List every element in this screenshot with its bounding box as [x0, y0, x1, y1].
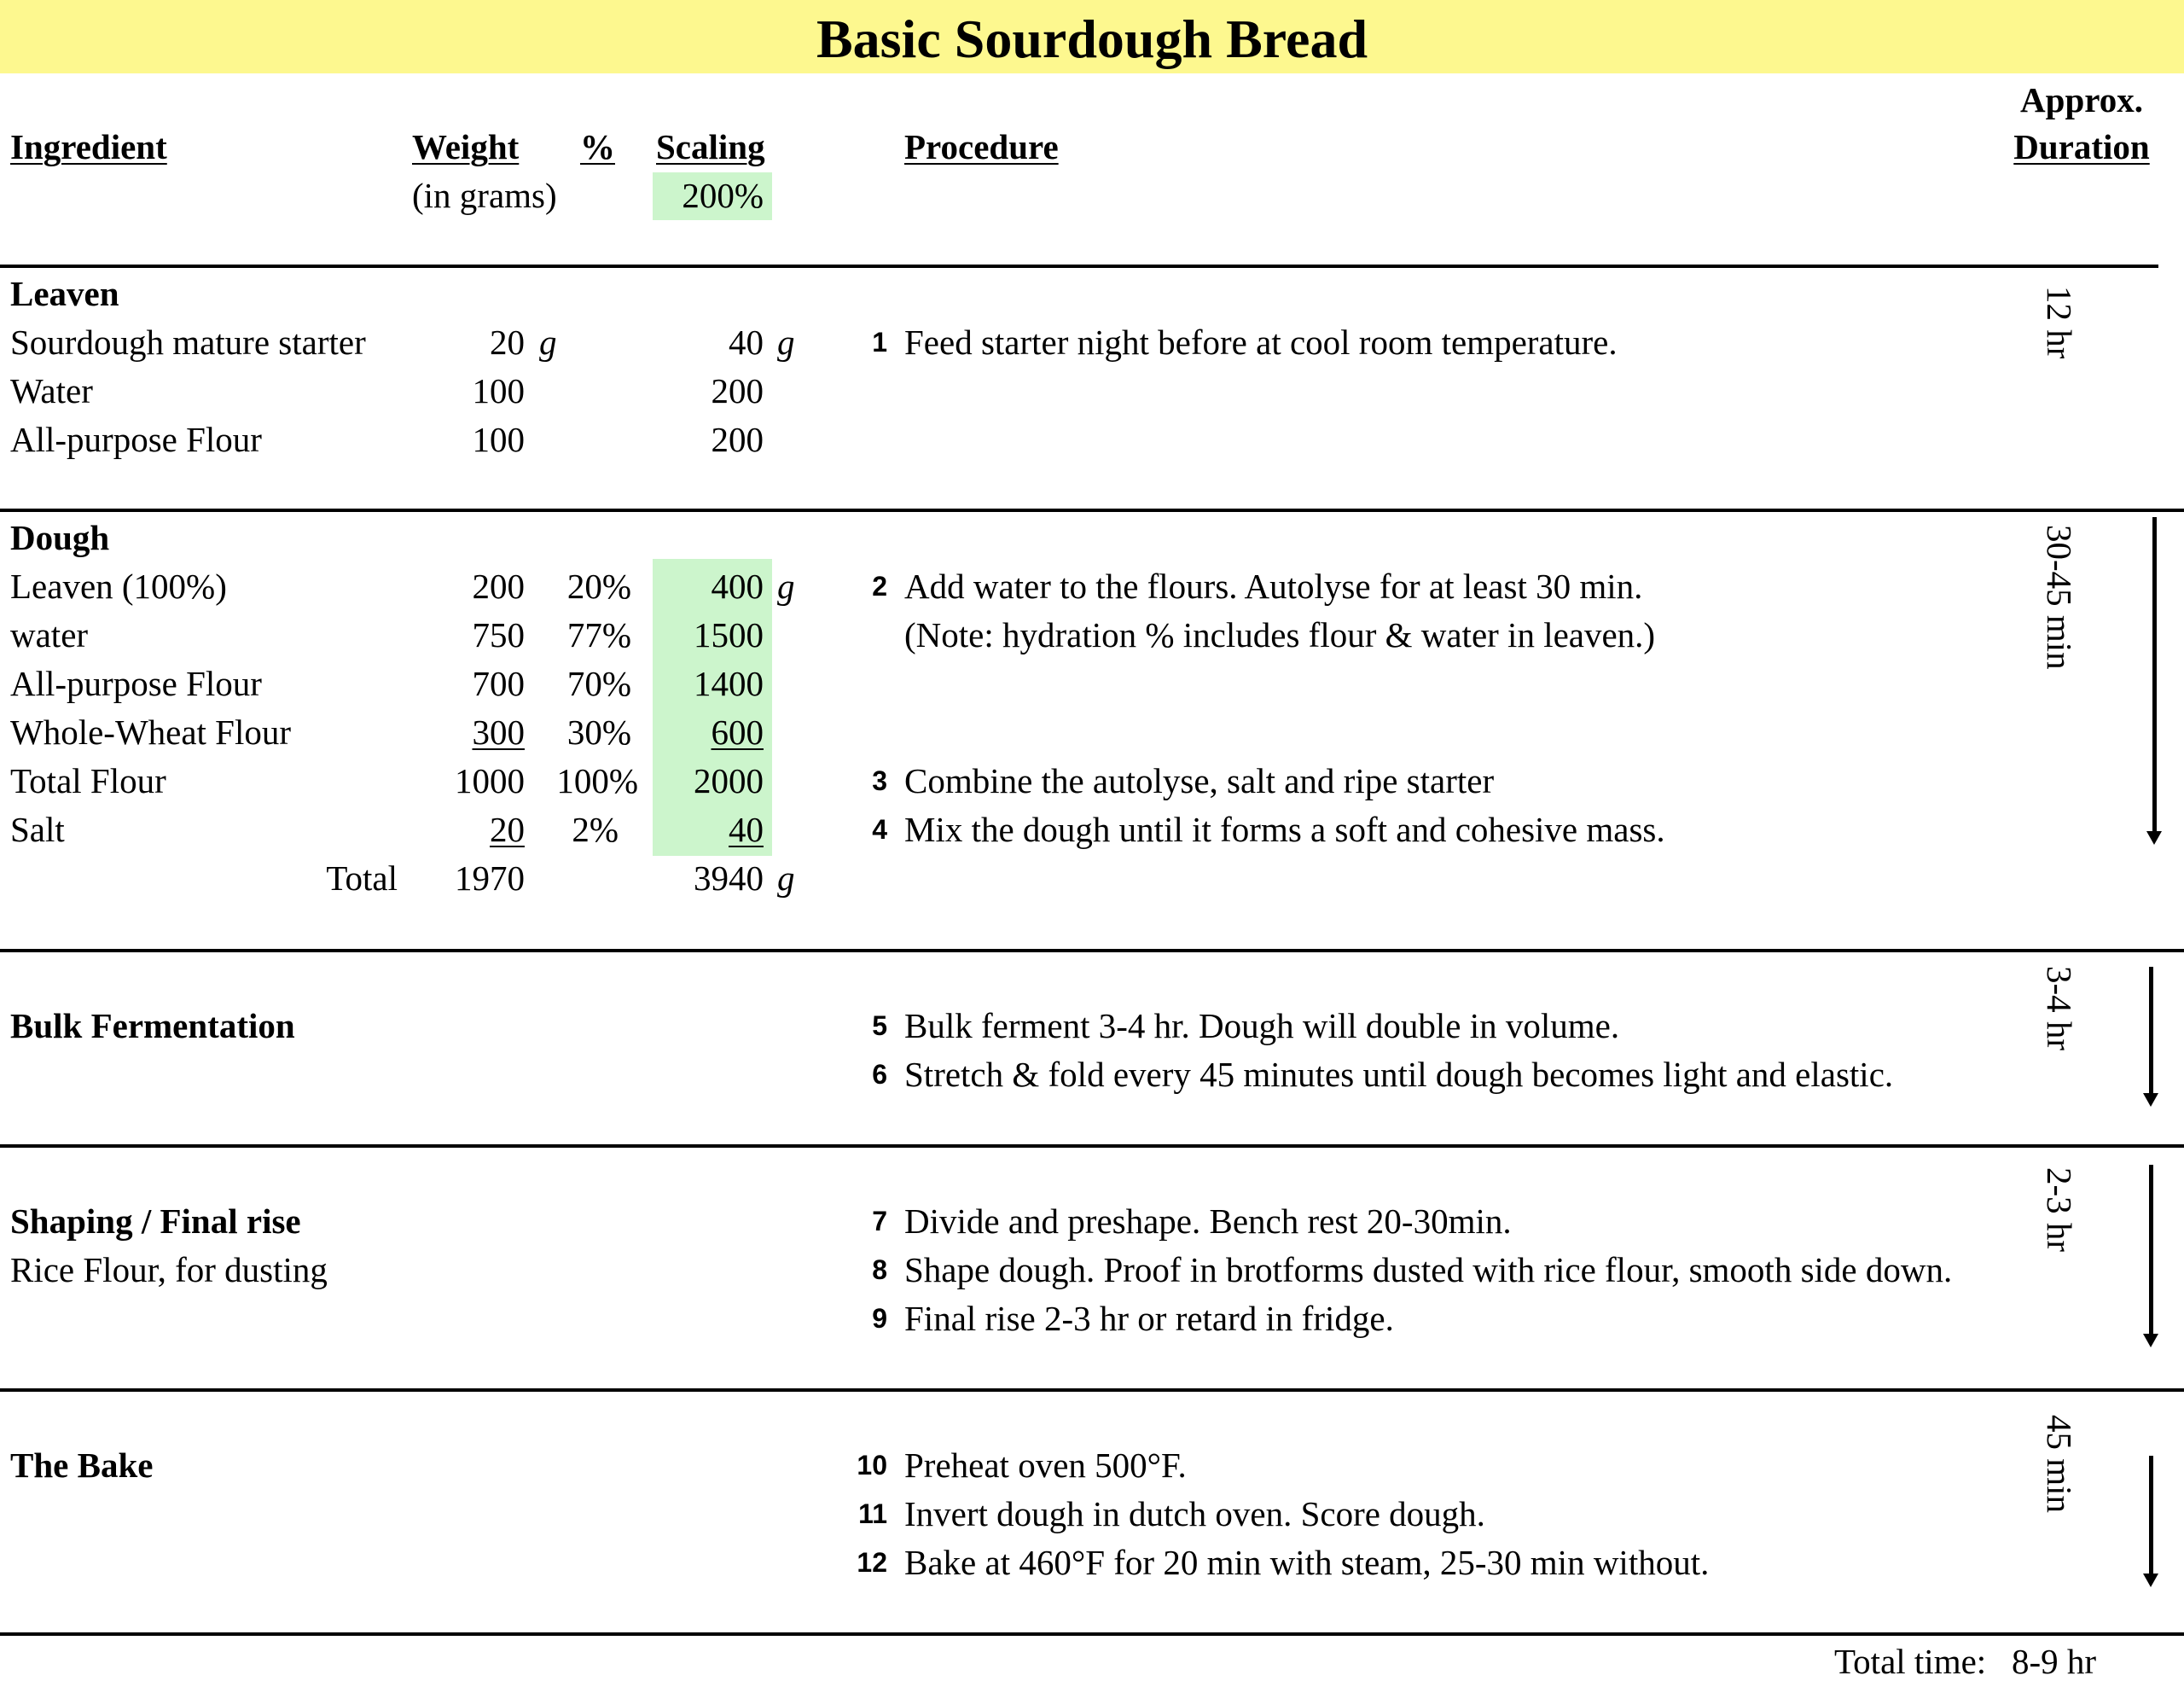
section-divider — [0, 1388, 2184, 1392]
step-text: Shape dough. Proof in brotforms dusted with rice flour, smooth side down. — [904, 1250, 1953, 1289]
step-number: 10 — [857, 1450, 887, 1480]
step-text: Feed starter night before at cool room temperature. — [904, 323, 1618, 362]
ingredient-weight: 300 — [472, 713, 525, 752]
ingredient-scaled: 1500 — [694, 615, 764, 654]
ingredient-name: Sourdough mature starter — [10, 323, 366, 362]
dough-duration: 30-45 min — [2040, 525, 2079, 670]
total-time-value: 8-9 hr — [2012, 1642, 2097, 1681]
scaled-unit: g — [777, 858, 795, 898]
page-title: Basic Sourdough Bread — [816, 9, 1368, 69]
step-number: 8 — [872, 1254, 887, 1285]
ingredient-name: All-purpose Flour — [10, 664, 262, 703]
step-text: Mix the dough until it forms a soft and cohesive mass. — [904, 810, 1665, 849]
ingredient-percent: 77% — [566, 615, 631, 654]
step-note: (Note: hydration % includes flour & water in leaven.) — [904, 615, 1656, 654]
ingredient-weight: 20 — [490, 323, 525, 362]
weight-unit: g — [539, 323, 557, 362]
ingredient-name: Whole-Wheat Flour — [10, 713, 292, 752]
step-number: 3 — [872, 765, 887, 796]
ingredient-name: All-purpose Flour — [10, 420, 262, 459]
scaling-header: Scaling — [656, 127, 765, 166]
dough-heading: Dough — [10, 518, 110, 557]
ingredient-weight: 100 — [472, 371, 525, 410]
leaven-duration: 12 hr — [2040, 286, 2079, 359]
ingredient-scaled: 40 — [729, 810, 764, 849]
step-text: Invert dough in dutch oven. Score dough. — [904, 1494, 1485, 1533]
step-text: Divide and preshape. Bench rest 20-30min. — [904, 1201, 1512, 1241]
scaled-unit: g — [777, 567, 795, 606]
section-divider — [0, 509, 2184, 512]
bulk-heading: Bulk Fermentation — [10, 1006, 295, 1045]
total-label: Total — [326, 858, 398, 898]
step-text: Bake at 460°F for 20 min with steam, 25-30 min without. — [904, 1543, 1710, 1582]
step-text: Final rise 2-3 hr or retard in fridge. — [904, 1299, 1394, 1338]
weight-header: Weight — [412, 127, 520, 166]
bake-heading: The Bake — [10, 1446, 154, 1485]
step-text: Preheat oven 500°F. — [904, 1446, 1187, 1485]
scaled-unit: g — [777, 323, 795, 362]
total-scaled: 3940 — [694, 858, 764, 898]
percent-header: % — [580, 127, 615, 166]
ingredient-percent: 30% — [566, 713, 631, 752]
leaven-heading: Leaven — [10, 274, 119, 313]
step-text: Stretch & fold every 45 minutes until dough becomes light and elastic. — [904, 1055, 1894, 1094]
step-number: 12 — [857, 1547, 887, 1578]
step-text: Bulk ferment 3-4 hr. Dough will double in volume. — [904, 1006, 1620, 1045]
shaping-duration: 2-3 hr — [2040, 1167, 2079, 1253]
ingredient-scaled: 1400 — [694, 664, 764, 703]
step-number: 9 — [872, 1303, 887, 1334]
step-number: 4 — [872, 814, 887, 845]
total-weight: 1970 — [455, 858, 525, 898]
ingredient-scaled: 600 — [711, 713, 764, 752]
total-time-label: Total time: — [1834, 1642, 1987, 1681]
bulk-duration: 3-4 hr — [2040, 966, 2079, 1051]
step-number: 6 — [872, 1059, 887, 1090]
ingredient-weight: 200 — [472, 567, 525, 606]
duration-header-line1: Approx. — [2020, 80, 2143, 119]
step-number: 7 — [872, 1206, 887, 1236]
bake-duration: 45 min — [2040, 1415, 2079, 1514]
shaping-heading: Shaping / Final rise — [10, 1201, 301, 1241]
ingredient-percent: 20% — [566, 567, 631, 606]
ingredient-name: Total Flour — [10, 761, 166, 800]
ingredient-name: Salt — [10, 810, 65, 849]
ingredient-name: water — [10, 615, 89, 654]
weight-unit-note: (in grams) — [412, 176, 557, 215]
scaling-input[interactable]: 200% — [682, 176, 764, 215]
ingredient-scaled: 400 — [711, 567, 764, 606]
ingredient-name: Leaven (100%) — [10, 567, 227, 606]
ingredient-weight: 20 — [490, 810, 525, 849]
section-divider — [0, 949, 2184, 952]
step-number: 1 — [872, 327, 887, 358]
procedure-header: Procedure — [904, 127, 1059, 166]
ingredient-percent: 100% — [556, 761, 638, 800]
step-text: Combine the autolyse, salt and ripe starter — [904, 761, 1495, 800]
duration-header-line2: Duration — [2013, 127, 2150, 166]
section-divider — [0, 265, 2158, 268]
step-number: 5 — [872, 1010, 887, 1041]
ingredient-scaled: 200 — [711, 371, 764, 410]
ingredient-name: Rice Flour, for dusting — [10, 1250, 328, 1289]
ingredient-header: Ingredient — [10, 127, 167, 166]
ingredient-scaled: 200 — [711, 420, 764, 459]
section-divider — [0, 1632, 2184, 1636]
step-number: 2 — [872, 571, 887, 602]
ingredient-weight: 1000 — [455, 761, 525, 800]
step-number: 11 — [858, 1498, 887, 1529]
ingredient-name: Water — [10, 371, 93, 410]
ingredient-percent: 2% — [572, 810, 619, 849]
ingredient-scaled: 40 — [729, 323, 764, 362]
ingredient-weight: 700 — [472, 664, 525, 703]
ingredient-weight: 100 — [472, 420, 525, 459]
ingredient-weight: 750 — [472, 615, 525, 654]
ingredient-scaled: 2000 — [694, 761, 764, 800]
step-text: Add water to the flours. Autolyse for at least 30 min. — [904, 567, 1643, 606]
ingredient-percent: 70% — [566, 664, 631, 703]
section-divider — [0, 1144, 2184, 1148]
